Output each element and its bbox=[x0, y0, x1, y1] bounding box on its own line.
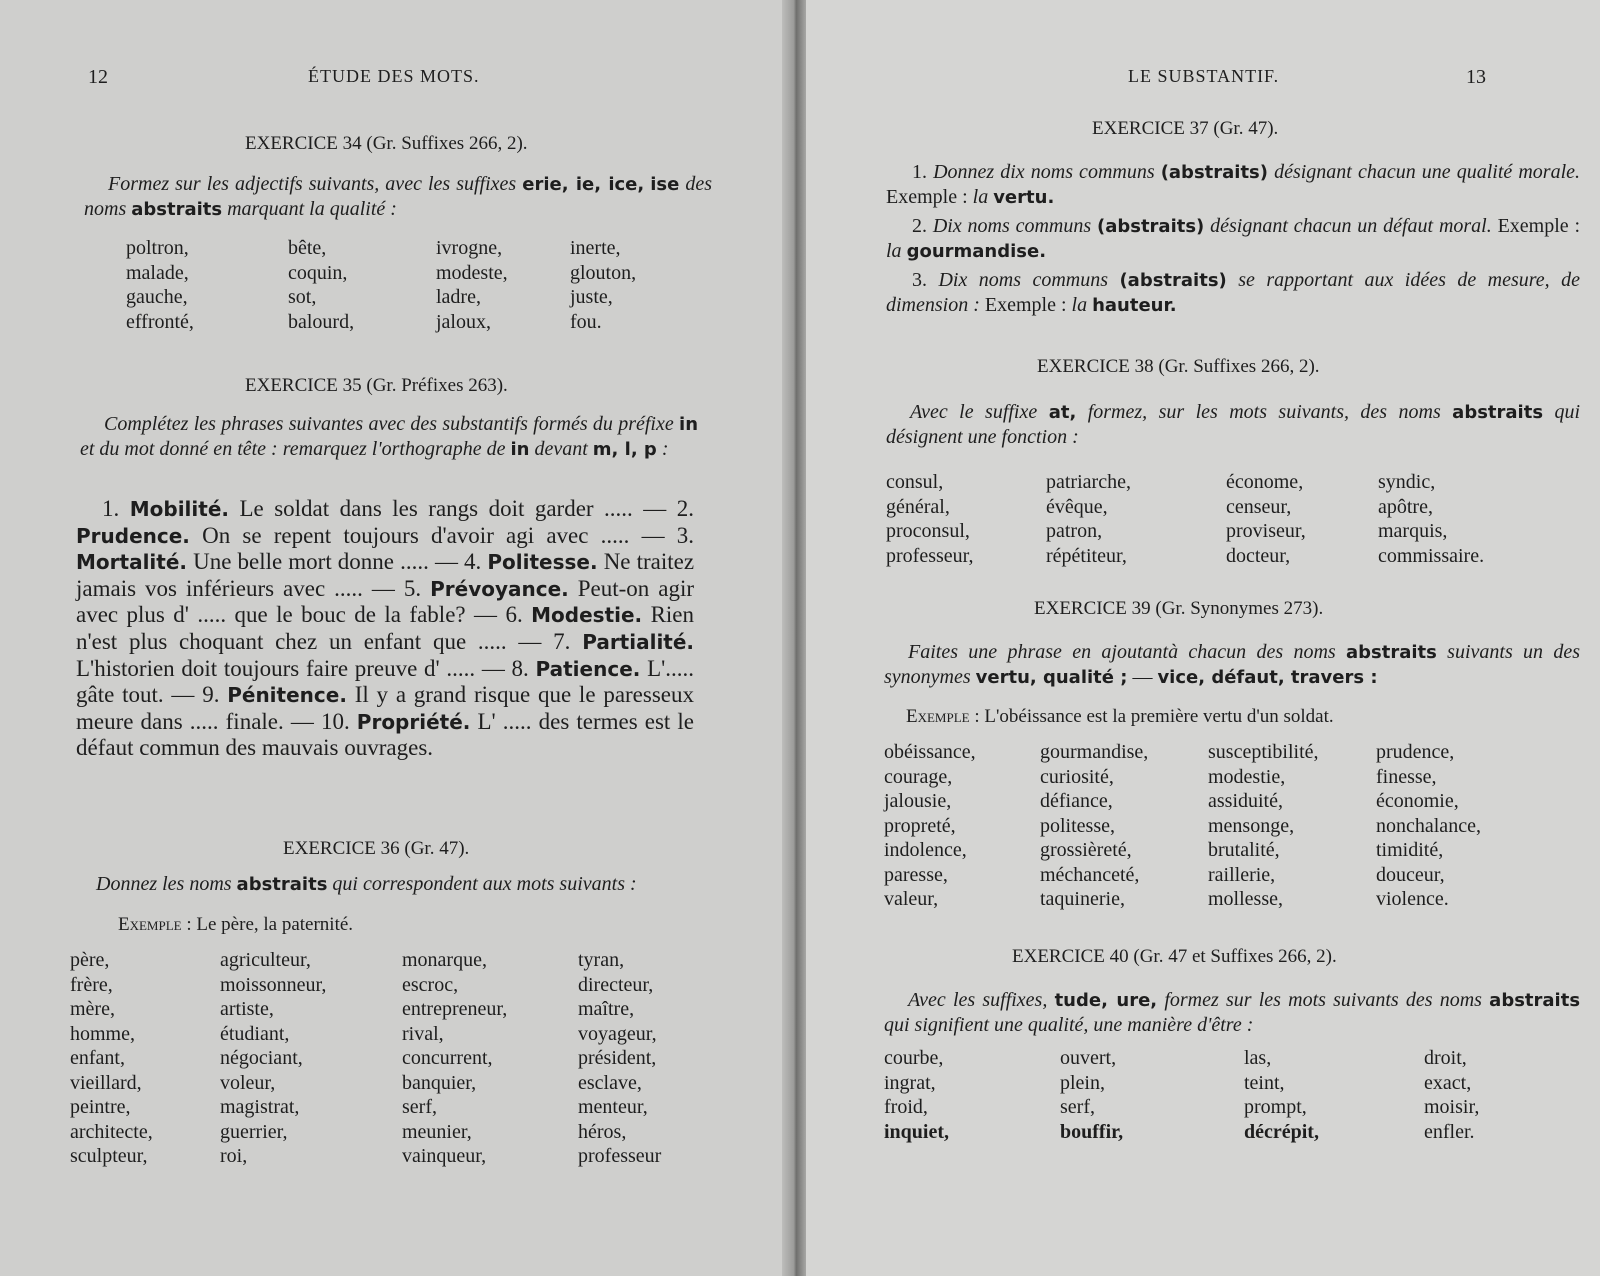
sentence-item: — 8. Patience. L'..... gâte tout. bbox=[76, 655, 695, 708]
sentence-item: 1. Mobilité. Le soldat dans les rangs doit garder ..... bbox=[102, 496, 633, 521]
exercise-37-item: 1. Donnez dix noms communs (abstraits) désignant chacun une qualité morale. Exemple : la vertu. bbox=[886, 161, 1580, 208]
sentence-item: — 5. Prévoyance. Peut-on agir avec plus d' ..... que le bouc de la fable? bbox=[76, 575, 695, 628]
exercise-38-title: EXERCICE 38 (Gr. Suffixes 266, 2). bbox=[1037, 356, 1320, 377]
word-column: poltron, malade, gauche, effronté, bbox=[126, 237, 194, 333]
page-number: 13 bbox=[1466, 66, 1486, 88]
word-column: courbe, ingrat, froid, inquiet, bbox=[884, 1047, 950, 1143]
sentence-item: — 6. Modestie. Rien n'est plus choquant chez un enfant que ..... bbox=[76, 602, 695, 654]
exercise-38-instruction: Avec le suffixe at, formez, sur les mots suivants, des noms abstraits qui désignent une fonction : bbox=[886, 401, 1581, 448]
page-number: 12 bbox=[88, 66, 108, 88]
exercise-40-title: EXERCICE 40 (Gr. 47 et Suffixes 266, 2). bbox=[1012, 946, 1337, 967]
exercise-40-instruction: Avec les suffixes, tude, ure, formez sur les mots suivants des noms abstraits qui signifient une qualité, une manière d'être : bbox=[884, 989, 1581, 1036]
word-column: ivrogne, modeste, ladre, jaloux, bbox=[436, 237, 508, 333]
word-column: prudence, finesse, économie, nonchalance, timidité, douceur, violence. bbox=[1376, 741, 1481, 910]
exercise-34-instruction: Formez sur les adjectifs suivants, avec les suffixes erie, ie, ice, ise des noms abstraits marquant la qualité : bbox=[84, 173, 713, 220]
exercise-39-example: Exemple : L'obéissance est la première vertu d'un soldat. bbox=[906, 706, 1334, 727]
exercise-36-instruction: Donnez les noms abstraits qui correspondent aux mots suivants : bbox=[96, 873, 637, 895]
exercise-35-title: EXERCICE 35 (Gr. Préfixes 263). bbox=[245, 375, 508, 396]
word-column: las, teint, prompt, décrépit, bbox=[1244, 1047, 1319, 1143]
exercise-36-word-list bbox=[70, 948, 690, 1172]
word-column: gourmandise, curiosité, défiance, politesse, grossièreté, méchanceté, taquinerie, bbox=[1040, 741, 1149, 910]
exercise-34-word-list bbox=[126, 236, 686, 336]
word-column: agriculteur, moissonneur, artiste, étudiant, négociant, voleur, magistrat, guerrier, roi, bbox=[220, 949, 327, 1167]
exercise-39-title: EXERCICE 39 (Gr. Synonymes 273). bbox=[1034, 598, 1324, 619]
exercise-39-word-list bbox=[884, 740, 1584, 916]
word-column: susceptibilité, modestie, assiduité, mensonge, brutalité, raillerie, mollesse, bbox=[1208, 741, 1319, 910]
exercise-40-word-list bbox=[884, 1046, 1584, 1146]
word-column: tyran, directeur, maître, voyageur, président, esclave, menteur, héros, professeur bbox=[578, 949, 662, 1167]
exercise-37-item: 2. Dix noms communs (abstraits) désignant chacun un défaut moral. Exemple : la gourmandise. bbox=[886, 215, 1581, 262]
exercise-38-word-list bbox=[886, 470, 1586, 570]
word-column: monarque, escroc, entrepreneur, rival, concurrent, banquier, serf, meunier, vainqueur, bbox=[402, 949, 508, 1167]
exercise-36-title: EXERCICE 36 (Gr. 47). bbox=[283, 838, 470, 859]
sentence-item: — 7. Partialité. L'historien doit toujours faire preuve d' ..... bbox=[76, 628, 695, 681]
exercise-39-instruction: Faites une phrase en ajoutantà chacun des noms abstraits suivants un des synonymes vertu, qualité ; — vice, défaut, travers : bbox=[884, 641, 1581, 688]
sentence-item: — 2. Prudence. On se repent toujours d'avoir agi avec ..... bbox=[76, 496, 695, 548]
exercise-37-item: 3. Dix noms communs (abstraits) se rapportant aux idées de mesure, de dimension : Exemple : la hauteur. bbox=[886, 269, 1581, 316]
exercise-34-title: EXERCICE 34 (Gr. Suffixes 266, 2). bbox=[245, 133, 528, 154]
word-column: obéissance, courage, jalousie, propreté, indolence, paresse, valeur, bbox=[884, 741, 976, 910]
sentence-item: — 3. Mortalité. Une belle mort donne ..... bbox=[76, 522, 694, 575]
word-column: père, frère, mère, homme, enfant, vieillard, peintre, architecte, sculpteur, bbox=[70, 949, 153, 1167]
word-column: ouvert, plein, serf, bouffir, bbox=[1060, 1047, 1124, 1143]
sentence-item: — 9. Pénitence. Il y a grand risque que le paresseux meure dans ..... finale. bbox=[76, 682, 694, 734]
word-column: syndic, apôtre, marquis, commissaire. bbox=[1378, 471, 1485, 567]
running-head: ÉTUDE DES MOTS. bbox=[308, 66, 480, 86]
exercise-36-example: Exemple : Le père, la paternité. bbox=[118, 914, 354, 935]
word-column: inerte, glouton, juste, fou. bbox=[570, 237, 637, 333]
book-gutter bbox=[782, 0, 808, 1276]
exercise-37-title: EXERCICE 37 (Gr. 47). bbox=[1092, 118, 1279, 139]
exercise-35-sentences bbox=[76, 496, 694, 762]
word-column: économe, censeur, proviseur, docteur, bbox=[1226, 471, 1306, 567]
sentence-item: — 10. Propriété. L' ..... des termes est le défaut commun des mauvais ouvrages. bbox=[76, 708, 695, 761]
exercise-35-instruction: Complétez les phrases suivantes avec des substantifs formés du préfixe in et du mot donné en tête : remarquez l'orthographe de in devant m, l, p : bbox=[80, 413, 699, 460]
word-column: consul, général, proconsul, professeur, bbox=[886, 471, 974, 567]
word-column: bête, coquin, sot, balourd, bbox=[288, 237, 355, 333]
word-column: patriarche, évêque, patron, répétiteur, bbox=[1046, 471, 1131, 567]
left-page bbox=[0, 0, 790, 1276]
sentence-item: — 4. Politesse. Ne traitez jamais vos inférieurs avec ..... bbox=[76, 549, 695, 601]
word-column: droit, exact, moisir, enfler. bbox=[1424, 1047, 1480, 1143]
running-head: LE SUBSTANTIF. bbox=[1128, 66, 1280, 86]
right-page bbox=[806, 0, 1600, 1276]
